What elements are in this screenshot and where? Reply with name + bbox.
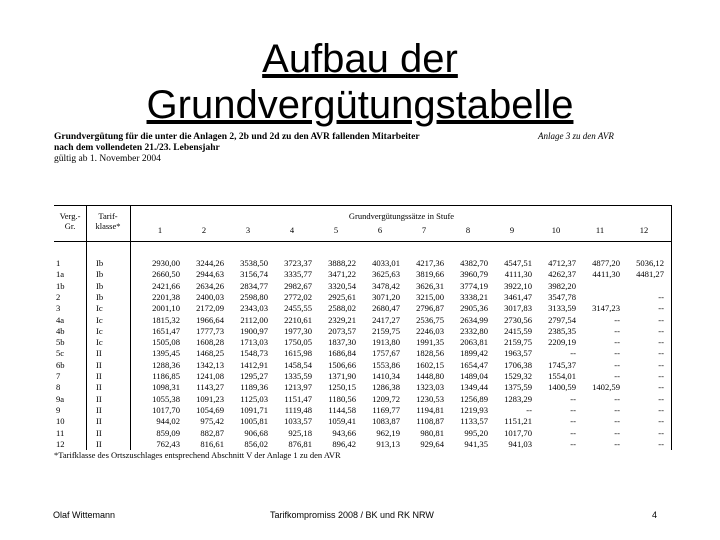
salary-cell: 2834,77 <box>240 280 268 291</box>
tariff-class-cell: II <box>96 416 102 427</box>
salary-cell: 2796,87 <box>416 303 444 314</box>
salary-cell: 2073,57 <box>328 325 356 336</box>
salary-cell: 2417,27 <box>372 314 400 325</box>
slide-title-line1: Aufbau der <box>262 37 458 81</box>
salary-cell: 925,18 <box>288 427 312 438</box>
salary-cell: 929,64 <box>420 438 444 449</box>
salary-cell: 1108,87 <box>416 416 444 427</box>
table-row <box>54 439 672 450</box>
pay-group-cell: 8 <box>56 382 61 393</box>
salary-cell: 4382,70 <box>460 258 488 268</box>
table-row <box>54 258 672 269</box>
salary-cell: -- <box>658 371 664 381</box>
salary-cell: 1548,73 <box>240 348 268 359</box>
pay-group-cell: 4b <box>56 325 65 336</box>
salary-cell: -- <box>658 393 664 404</box>
salary-cell: 1286,38 <box>372 382 400 393</box>
salary-cell: -- <box>658 427 664 438</box>
table-row <box>54 303 672 314</box>
tariff-class-cell: II <box>96 348 102 359</box>
salary-cell: -- <box>658 416 664 427</box>
header-top-rule <box>54 205 672 206</box>
salary-cell: 2001,10 <box>152 303 180 314</box>
table-row <box>54 269 672 280</box>
salary-cell: 2400,03 <box>196 291 224 302</box>
salary-cell: 1219,93 <box>460 404 488 415</box>
table-row <box>54 428 672 439</box>
salary-cell: 1091,71 <box>240 404 268 415</box>
salary-cell: 1913,80 <box>372 337 400 348</box>
salary-cell: 4877,20 <box>592 258 620 268</box>
salary-cell: 1448,80 <box>416 371 444 381</box>
salary-cell: 2634,26 <box>196 280 224 291</box>
header-stages-label: Grundvergütungssätze in Stufe <box>348 211 455 221</box>
salary-cell: 2944,63 <box>196 269 224 280</box>
salary-cell: 1966,64 <box>196 314 224 325</box>
salary-cell: -- <box>658 359 664 370</box>
salary-cell: 1608,28 <box>196 337 224 348</box>
salary-cell: 2063,81 <box>460 337 488 348</box>
salary-cell: 1400,59 <box>548 382 576 393</box>
table-intro <box>54 132 534 165</box>
salary-cell: -- <box>526 404 532 415</box>
salary-cell: 1777,73 <box>196 325 224 336</box>
salary-cell: 2680,47 <box>372 303 400 314</box>
salary-cell: -- <box>570 348 576 359</box>
pay-group-cell: 1 <box>56 258 61 268</box>
salary-cell: 2159,75 <box>372 325 400 336</box>
salary-cell: 1323,03 <box>416 382 444 393</box>
salary-cell: 2982,67 <box>284 280 312 291</box>
salary-cell: 2536,75 <box>416 314 444 325</box>
salary-cell: 2172,09 <box>196 303 224 314</box>
tariff-class-cell: Ib <box>96 269 104 280</box>
salary-cell: 3017,83 <box>504 303 532 314</box>
salary-cell: 2660,50 <box>152 269 180 280</box>
salary-cell: 4712,37 <box>548 258 576 268</box>
pay-group-cell: 11 <box>56 427 65 438</box>
stage-header: 3 <box>245 225 251 235</box>
salary-cell: 1098,31 <box>152 382 180 393</box>
salary-cell: 1194,81 <box>416 404 444 415</box>
table-row <box>54 405 672 416</box>
salary-cell: 1706,38 <box>504 359 532 370</box>
salary-cell: 3215,00 <box>416 291 444 302</box>
salary-cell: 1412,91 <box>240 359 268 370</box>
salary-cell: 1899,42 <box>460 348 488 359</box>
salary-cell: 2421,66 <box>152 280 180 291</box>
salary-cell: 2634,99 <box>460 314 488 325</box>
salary-cell: 995,20 <box>464 427 488 438</box>
salary-cell: 1410,34 <box>372 371 400 381</box>
salary-cell: 1189,36 <box>240 382 268 393</box>
salary-cell: 1506,66 <box>328 359 356 370</box>
salary-cell: 913,13 <box>376 438 400 449</box>
salary-cell: -- <box>658 438 664 449</box>
salary-cell: 2332,80 <box>460 325 488 336</box>
salary-cell: 3156,74 <box>240 269 268 280</box>
salary-cell: 3147,23 <box>592 303 620 314</box>
salary-cell: 2385,35 <box>548 325 576 336</box>
header-class-label: Tarif- klasse* <box>95 211 121 231</box>
tariff-class-cell: Ic <box>96 314 103 325</box>
stage-header: 10 <box>551 225 561 235</box>
salary-cell: 1169,77 <box>372 404 400 415</box>
tariff-class-cell: Ib <box>96 280 104 291</box>
salary-cell: -- <box>658 337 664 348</box>
salary-cell: 2925,61 <box>328 291 356 302</box>
table-row <box>54 315 672 326</box>
slide-title-line2: Grundvergütungstabelle <box>146 83 574 127</box>
salary-cell: -- <box>614 416 620 427</box>
salary-cell: 1900,97 <box>240 325 268 336</box>
salary-cell: 1119,48 <box>284 404 312 415</box>
salary-cell: 856,02 <box>244 438 268 449</box>
salary-cell: -- <box>614 337 620 348</box>
salary-cell: 1054,69 <box>196 404 224 415</box>
salary-cell: 980,81 <box>420 427 444 438</box>
salary-cell: 943,66 <box>332 427 356 438</box>
salary-cell: 3626,31 <box>416 280 444 291</box>
header-group-label: Verg.- Gr. <box>59 211 81 231</box>
salary-cell: 1713,03 <box>240 337 268 348</box>
tariff-class-cell: II <box>96 393 102 404</box>
salary-cell: 1750,05 <box>284 337 312 348</box>
salary-cell: -- <box>658 314 664 325</box>
salary-cell: 2246,03 <box>416 325 444 336</box>
salary-cell: 1144,58 <box>328 404 356 415</box>
salary-cell: -- <box>614 393 620 404</box>
salary-cell: 1654,47 <box>460 359 488 370</box>
pay-group-cell: 10 <box>56 416 65 427</box>
salary-cell: 1529,32 <box>504 371 532 381</box>
salary-cell: 2455,55 <box>284 303 312 314</box>
salary-cell: 1505,08 <box>152 337 180 348</box>
salary-cell: 3982,20 <box>548 280 576 291</box>
tariff-class-cell: II <box>96 382 102 393</box>
salary-cell: 1602,15 <box>416 359 444 370</box>
tariff-class-cell: Ic <box>96 303 103 314</box>
salary-cell: 1686,84 <box>328 348 356 359</box>
pay-group-cell: 12 <box>56 438 65 449</box>
salary-cell: 3133,59 <box>548 303 576 314</box>
salary-cell: 4262,37 <box>548 269 576 280</box>
salary-cell: 975,42 <box>200 416 224 427</box>
salary-cell: 816,61 <box>200 438 224 449</box>
salary-cell: 1615,98 <box>284 348 312 359</box>
salary-cell: 4411,30 <box>592 269 620 280</box>
salary-cell: 1489,04 <box>460 371 488 381</box>
salary-cell: 1283,29 <box>504 393 532 404</box>
salary-cell: 2598,80 <box>240 291 268 302</box>
salary-cell: 2930,00 <box>152 258 180 268</box>
table-header <box>54 205 672 241</box>
salary-cell: 1133,57 <box>460 416 488 427</box>
salary-cell: 1017,70 <box>504 427 532 438</box>
table-footnote: *Tarifklasse des Ortszuschlages entsprechend Abschnitt V der Anlage 1 zu den AVR <box>54 450 341 460</box>
tariff-class-cell: II <box>96 371 102 381</box>
salary-cell: 3335,77 <box>284 269 312 280</box>
salary-cell: 1005,81 <box>240 416 268 427</box>
salary-cell: -- <box>658 348 664 359</box>
salary-cell: -- <box>614 314 620 325</box>
salary-cell: 2797,54 <box>548 314 576 325</box>
salary-cell: -- <box>570 404 576 415</box>
salary-cell: 2159,75 <box>504 337 532 348</box>
salary-cell: 3960,79 <box>460 269 488 280</box>
salary-cell: 1371,90 <box>328 371 356 381</box>
salary-cell: 941,03 <box>508 438 532 449</box>
footer-author: Olaf Wittemann <box>53 510 116 520</box>
salary-cell: 1963,57 <box>504 348 532 359</box>
salary-cell: -- <box>658 303 664 314</box>
pay-group-cell: 9 <box>56 404 61 415</box>
salary-cell: 1213,97 <box>284 382 312 393</box>
salary-cell: 2588,02 <box>328 303 356 314</box>
salary-cell: 1349,44 <box>460 382 488 393</box>
salary-cell: 2329,21 <box>328 314 356 325</box>
table-row <box>54 292 672 303</box>
salary-cell: 1991,35 <box>416 337 444 348</box>
salary-cell: 3547,78 <box>548 291 576 302</box>
salary-cell: -- <box>614 371 620 381</box>
salary-cell: 1468,25 <box>196 348 224 359</box>
salary-cell: 1125,03 <box>240 393 268 404</box>
salary-cell: 3320,54 <box>328 280 356 291</box>
salary-cell: -- <box>614 404 620 415</box>
salary-cell: -- <box>658 291 664 302</box>
salary-cell: 1554,01 <box>548 371 576 381</box>
salary-cell: 1017,70 <box>152 404 180 415</box>
stage-header: 6 <box>377 225 383 235</box>
stage-header: 8 <box>465 225 471 235</box>
salary-cell: 1651,47 <box>152 325 180 336</box>
salary-cell: -- <box>614 348 620 359</box>
salary-cell: 1083,87 <box>372 416 400 427</box>
table-row <box>54 394 672 405</box>
salary-cell: 962,19 <box>376 427 400 438</box>
salary-cell: -- <box>570 427 576 438</box>
table-row <box>54 348 672 359</box>
salary-cell: 2343,03 <box>240 303 268 314</box>
salary-cell: 3461,47 <box>504 291 532 302</box>
salary-cell: 3625,63 <box>372 269 400 280</box>
salary-cell: 1256,89 <box>460 393 488 404</box>
stage-header: 5 <box>333 225 339 235</box>
pay-group-cell: 7 <box>56 371 61 381</box>
salary-cell: 876,81 <box>288 438 312 449</box>
salary-cell: 896,42 <box>332 438 356 449</box>
pay-group-cell: 5b <box>56 337 65 348</box>
stage-header: 4 <box>289 225 295 235</box>
table-row <box>54 416 672 427</box>
salary-cell: -- <box>570 438 576 449</box>
salary-cell: -- <box>614 359 620 370</box>
salary-cell: 1151,21 <box>504 416 532 427</box>
salary-cell: 1288,36 <box>152 359 180 370</box>
salary-cell: 944,02 <box>156 416 180 427</box>
pay-group-cell: 3 <box>56 303 61 314</box>
stage-header: 7 <box>421 225 427 235</box>
stage-header: 11 <box>595 225 605 235</box>
tariff-class-cell: Ib <box>96 258 104 268</box>
footer-center: Tarifkompromiss 2008 / BK und RK NRW <box>270 510 434 520</box>
salary-cell: -- <box>614 325 620 336</box>
tariff-class-cell: II <box>96 427 102 438</box>
pay-group-cell: 9a <box>56 393 65 404</box>
salary-cell: 3244,26 <box>196 258 224 268</box>
salary-cell: 941,35 <box>464 438 488 449</box>
tariff-class-cell: Ib <box>96 291 104 302</box>
salary-cell: 1230,53 <box>416 393 444 404</box>
salary-cell: 1055,38 <box>152 393 180 404</box>
salary-cell: 3723,37 <box>284 258 312 268</box>
stage-header: 2 <box>201 225 207 235</box>
salary-cell: 2210,61 <box>284 314 312 325</box>
salary-cell: -- <box>658 404 664 415</box>
table-row <box>54 337 672 348</box>
salary-cell: 1241,08 <box>196 371 224 381</box>
salary-cell: 3538,50 <box>240 258 268 268</box>
salary-cell: 2905,36 <box>460 303 488 314</box>
salary-cell: 4111,30 <box>504 269 532 280</box>
salary-cell: -- <box>658 382 664 393</box>
salary-cell: 1375,59 <box>504 382 532 393</box>
salary-cell: 4481,27 <box>636 269 664 280</box>
table-row <box>54 371 672 382</box>
table-row <box>54 360 672 371</box>
pay-group-cell: 4a <box>56 314 65 325</box>
salary-cell: 1977,30 <box>284 325 312 336</box>
salary-cell: 2112,00 <box>240 314 268 325</box>
table-row <box>54 326 672 337</box>
salary-cell: 1335,59 <box>284 371 312 381</box>
tariff-class-cell: Ic <box>96 325 103 336</box>
salary-cell: -- <box>614 427 620 438</box>
salary-cell: 2209,19 <box>548 337 576 348</box>
salary-cell: -- <box>658 325 664 336</box>
header-bottom-rule <box>54 241 672 242</box>
stage-header: 1 <box>157 225 163 235</box>
salary-cell: 1553,86 <box>372 359 400 370</box>
tariff-class-cell: II <box>96 359 102 370</box>
salary-cell: 1143,27 <box>196 382 224 393</box>
salary-cell: -- <box>570 416 576 427</box>
salary-cell: 1828,56 <box>416 348 444 359</box>
pay-group-cell: 2 <box>56 291 61 302</box>
salary-cell: -- <box>570 393 576 404</box>
salary-cell: 762,43 <box>156 438 180 449</box>
salary-cell: 2415,59 <box>504 325 532 336</box>
salary-cell: 3478,42 <box>372 280 400 291</box>
salary-cell: 1091,23 <box>196 393 224 404</box>
salary-cell: 3819,66 <box>416 269 444 280</box>
salary-cell: -- <box>614 438 620 449</box>
salary-cell: 1458,54 <box>284 359 312 370</box>
salary-cell: 1033,57 <box>284 416 312 427</box>
pay-group-cell: 6b <box>56 359 65 370</box>
salary-cell: 1745,37 <box>548 359 576 370</box>
salary-cell: 1250,15 <box>328 382 356 393</box>
salary-cell: 1402,59 <box>592 382 620 393</box>
valid-from: gültig ab 1. November 2004 <box>54 154 161 164</box>
salary-cell: 3774,19 <box>460 280 488 291</box>
intro-line-1: Grundvergütung für die unter die Anlagen 2, 2b und 2d zu den AVR fallenden Mitarbeiter <box>54 132 420 142</box>
stage-header: 9 <box>509 225 515 235</box>
salary-cell: 882,87 <box>200 427 224 438</box>
table-row <box>54 382 672 393</box>
tariff-class-cell: II <box>96 438 102 449</box>
salary-cell: 2730,56 <box>504 314 532 325</box>
salary-cell: 3888,22 <box>328 258 356 268</box>
salary-cell: 1180,56 <box>328 393 356 404</box>
page-number: 4 <box>652 510 658 520</box>
salary-cell: 4033,01 <box>372 258 400 268</box>
annex-label: Anlage 3 zu den AVR <box>538 131 614 141</box>
salary-cell: 1395,45 <box>152 348 180 359</box>
salary-cell: 3338,21 <box>460 291 488 302</box>
pay-group-cell: 5c <box>56 348 65 359</box>
salary-cell: 1151,47 <box>284 393 312 404</box>
table-row <box>54 281 672 292</box>
tariff-class-cell: II <box>96 404 102 415</box>
salary-cell: 1295,27 <box>240 371 268 381</box>
salary-cell: 3922,10 <box>504 280 532 291</box>
salary-cell: 1837,30 <box>328 337 356 348</box>
salary-cell: 4217,36 <box>416 258 444 268</box>
salary-cell: 2772,02 <box>284 291 312 302</box>
pay-group-cell: 1a <box>56 269 65 280</box>
salary-cell: 859,09 <box>156 427 180 438</box>
salary-cell: 1757,67 <box>372 348 400 359</box>
salary-cell: 906,68 <box>244 427 268 438</box>
salary-cell: 2201,38 <box>152 291 180 302</box>
salary-cell: 1059,41 <box>328 416 356 427</box>
salary-cell: 1209,72 <box>372 393 400 404</box>
salary-cell: 3071,20 <box>372 291 400 302</box>
salary-cell: 1815,32 <box>152 314 180 325</box>
salary-cell: 4547,51 <box>504 258 532 268</box>
intro-line-2: nach dem vollendeten 21./23. Lebensjahr <box>54 143 220 153</box>
salary-cell: 3471,22 <box>328 269 356 280</box>
salary-cell: 1186,85 <box>152 371 180 381</box>
pay-group-cell: 1b <box>56 280 65 291</box>
tariff-class-cell: Ic <box>96 337 103 348</box>
salary-cell: 1342,13 <box>196 359 224 370</box>
salary-cell: 5036,12 <box>636 258 664 268</box>
stage-header: 12 <box>639 225 649 235</box>
